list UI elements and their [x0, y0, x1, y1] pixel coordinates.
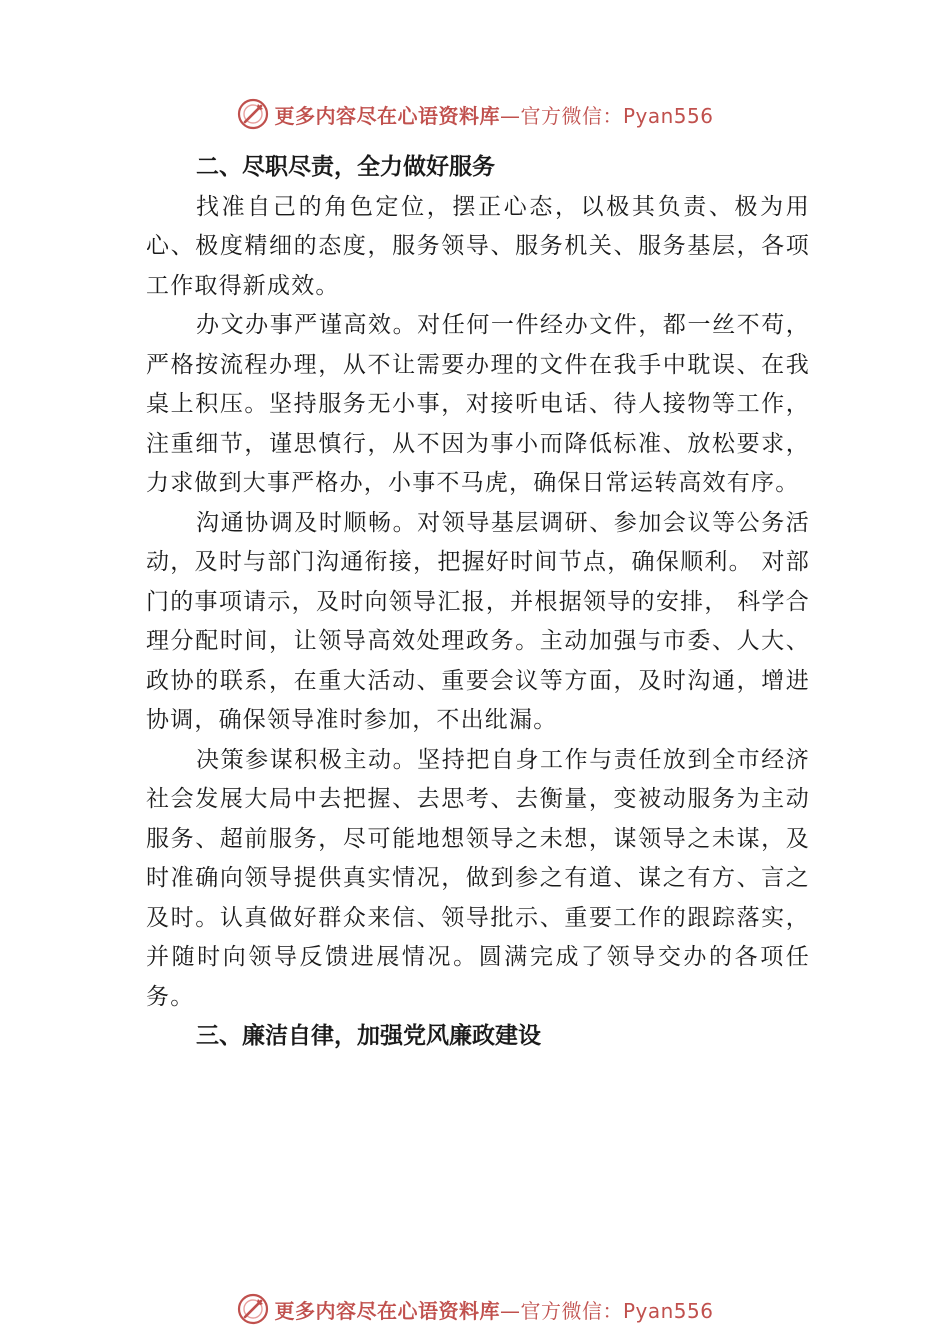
- section-heading-2: 二、尽职尽责，全力做好服务: [196, 154, 495, 180]
- section-heading-3: 三、廉洁自律，加强党风廉政建设: [196, 1023, 541, 1049]
- document-body: [146, 148, 810, 1057]
- paragraph-intro: 找准自己的角色定位，摆正心态，以极其负责、极为用心、极度精细的态度，服务领导、服务机关、服务基层，各项工作取得新成效。: [146, 193, 810, 299]
- brand-logo-icon: [236, 1292, 270, 1326]
- brand-logo-icon: [236, 97, 270, 131]
- header-watermark-banner: [0, 94, 950, 134]
- footer-watermark-banner: [0, 1289, 950, 1329]
- banner-contact-text: —官方微信：Pyan556: [499, 1298, 714, 1323]
- banner-brand-text: 更多内容尽在心语资料库: [274, 1298, 500, 1323]
- paragraph-decision-support: 决策参谋积极主动。坚持把自身工作与责任放到全市经济社会发展大局中去把握、去思考、去衡量，变被动服务为主动服务、超前服务，尽可能地想领导之未想，谋领导之未谋，及时准确向领导提供真实情况，做到参之有道、谋之有方、言之及时。认真做好群众来信、领导批示、重要工作的跟踪落实，并随时向领导反馈进展情况。圆满完成了领导交办的各项任务。: [146, 746, 810, 1010]
- paragraph-communication: 沟通协调及时顺畅。对领导基层调研、参加会议等公务活动，及时与部门沟通衔接，把握好时间节点，确保顺利。 对部门的事项请示，及时向领导汇报，并根据领导的安排， 科学合理分配时间，让领导高效处理政务。主动加强与市委、人大、政协的联系，在重大活动、重要会议等方面，及时沟通，增进协调，确保领导准时参加，不出纰漏。: [146, 509, 810, 733]
- banner-brand-text: 更多内容尽在心语资料库: [274, 103, 500, 128]
- banner-contact-text: —官方微信：Pyan556: [499, 103, 714, 128]
- paragraph-document-handling: 办文办事严谨高效。对任何一件经办文件，都一丝不苟，严格按流程办理，从不让需要办理的文件在我手中耽误、在我桌上积压。坚持服务无小事，对接听电话、待人接物等工作，注重细节，谨思慎行，从不因为事小而降低标准、放松要求，力求做到大事严格办，小事不马虎，确保日常运转高效有序。: [146, 312, 810, 496]
